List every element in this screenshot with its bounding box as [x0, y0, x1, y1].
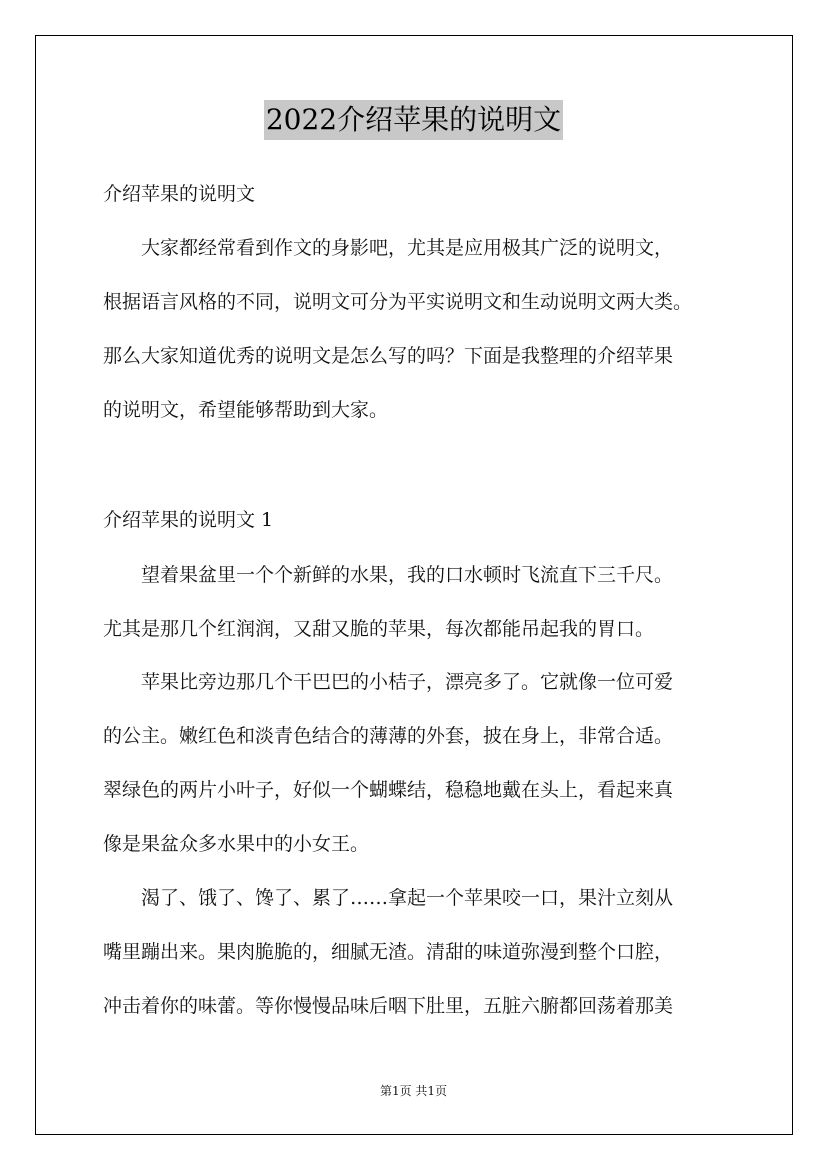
paragraph-line: 根据语言风格的不同，说明文可分为平实说明文和生动说明文两大类。 [103, 291, 693, 313]
paragraph-line: 大家都经常看到作文的身影吧，尤其是应用极其广泛的说明文， [141, 237, 674, 259]
paragraph-line: 嘴里蹦出来。果肉脆脆的，细腻无渣。清甜的味道弥漫到整个口腔， [103, 941, 674, 963]
paragraph-line: 的说明文，希望能够帮助到大家。 [103, 399, 389, 421]
paragraph-line: 翠绿色的两片小叶子，好似一个蝴蝶结，稳稳地戴在头上，看起来真 [103, 779, 674, 801]
paragraph-line: 尤其是那几个红润润，又甜又脆的苹果，每次都能吊起我的胃口。 [103, 618, 655, 640]
section-heading: 介绍苹果的说明文 1 [103, 509, 274, 531]
paragraph-line: 苹果比旁边那几个干巴巴的小桔子，漂亮多了。它就像一位可爱 [141, 671, 674, 693]
paragraph-line: 那么大家知道优秀的说明文是怎么写的吗？下面是我整理的介绍苹果 [103, 345, 674, 367]
page-number: 第1页 共1页 [379, 1084, 448, 1098]
document-title: 2022介绍苹果的说明文 [264, 100, 563, 140]
section-heading: 介绍苹果的说明文 [103, 183, 256, 205]
paragraph-line: 渴了、饿了、馋了、累了……拿起一个苹果咬一口，果汁立刻从 [141, 887, 674, 909]
paragraph-line: 的公主。嫩红色和淡青色结合的薄薄的外套，披在身上，非常合适。 [103, 725, 674, 747]
paragraph-line: 冲击着你的味蕾。等你慢慢品味后咽下肚里，五脏六腑都回荡着那美 [103, 995, 674, 1017]
paragraph-line: 望着果盆里一个个新鲜的水果，我的口水顿时飞流直下三千尺。 [141, 564, 674, 586]
paragraph-line: 像是果盆众多水果中的小女王。 [103, 833, 370, 855]
title-container [0, 100, 827, 140]
